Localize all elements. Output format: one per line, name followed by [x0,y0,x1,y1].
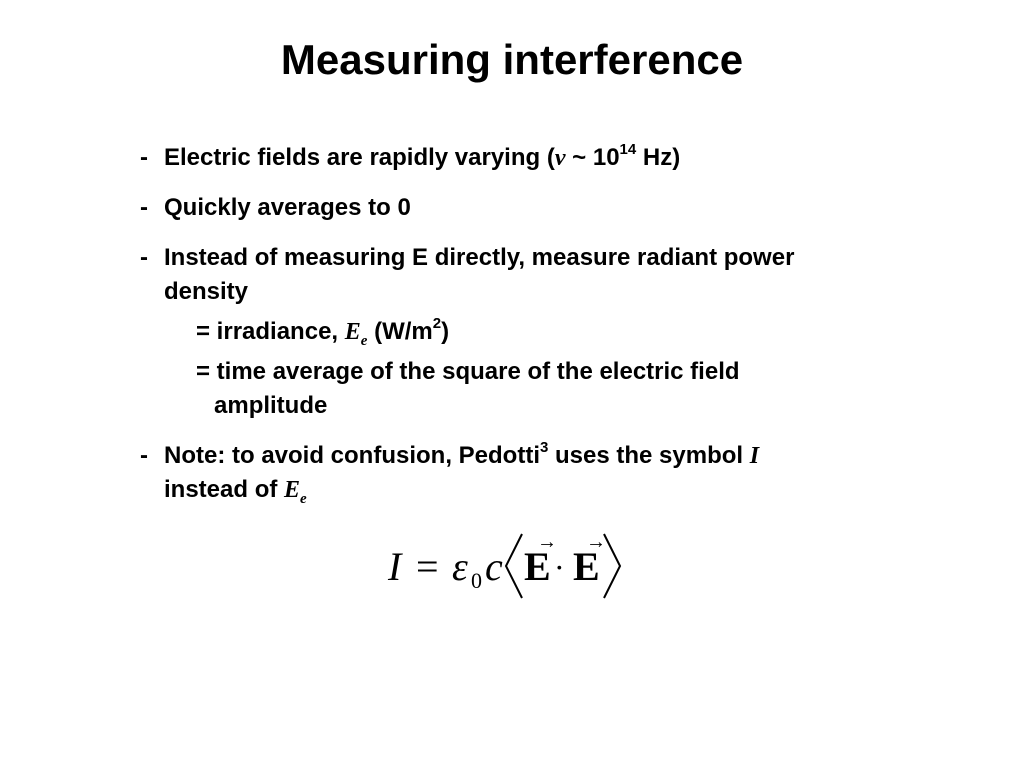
slide-title: Measuring interference [280,36,744,83]
sub-bullet-text: amplitude [214,392,328,419]
sub-bullet-text: = irradiance, [196,318,345,345]
eq-vector-e: E [524,544,551,589]
intensity-equation [380,528,640,608]
bullet-list [140,141,930,507]
sub-bullet-text: ) [441,318,450,345]
sub-bullet-text: = time average of the square of the electric field [196,358,740,385]
bullet-text: Note: to avoid confusion, Pedotti [164,442,540,469]
bullet-dash: - [140,194,148,221]
bullet-text: instead of [164,476,285,503]
eq-epsilon: ε [452,544,468,589]
right-angle-bracket [604,534,620,598]
sub-bullet-text: (W/m [367,318,433,345]
eq-lhs: I [388,544,402,589]
bullet-dash: - [140,442,148,469]
left-angle-bracket [506,534,522,598]
exponent: 2 [432,315,442,332]
bullet-dash: - [140,244,148,271]
eq-dot: · [554,549,565,585]
bullet-text: density [164,278,249,305]
bullet-text: ~ 10 [565,144,620,171]
bullet-item [140,141,930,175]
eq-c: c [485,544,503,589]
bullet-item [140,191,930,225]
exponent: 14 [619,141,637,158]
eq-vector-e: E [573,544,600,589]
intensity-symbol: I [749,443,760,469]
nu-symbol: ν [554,145,566,171]
bullet-text: uses the symbol [548,442,750,469]
vector-arrow: → [537,531,557,553]
vector-arrow: → [586,531,606,553]
irradiance-subscript: e [300,490,307,507]
irradiance-symbol: E [344,319,361,345]
irradiance-symbol: E [284,477,301,503]
bullet-text: Quickly averages to 0 [164,194,411,221]
irradiance-subscript: e [360,332,368,349]
bullet-item [140,439,930,507]
eq-equals: = [416,544,439,589]
bullet-text: Electric fields are rapidly varying ( [164,144,555,171]
bullet-text: Hz) [636,144,681,171]
sub-bullet-item [140,315,930,349]
eq-epsilon-subscript: 0 [471,568,482,593]
bullet-dash: - [140,144,148,171]
sub-bullet-item [140,355,930,423]
equation-graphic [380,528,640,608]
reference-superscript: 3 [539,439,549,456]
bullet-item [140,241,930,309]
bullet-text: Instead of measuring E directly, measure radiant power [164,244,795,271]
